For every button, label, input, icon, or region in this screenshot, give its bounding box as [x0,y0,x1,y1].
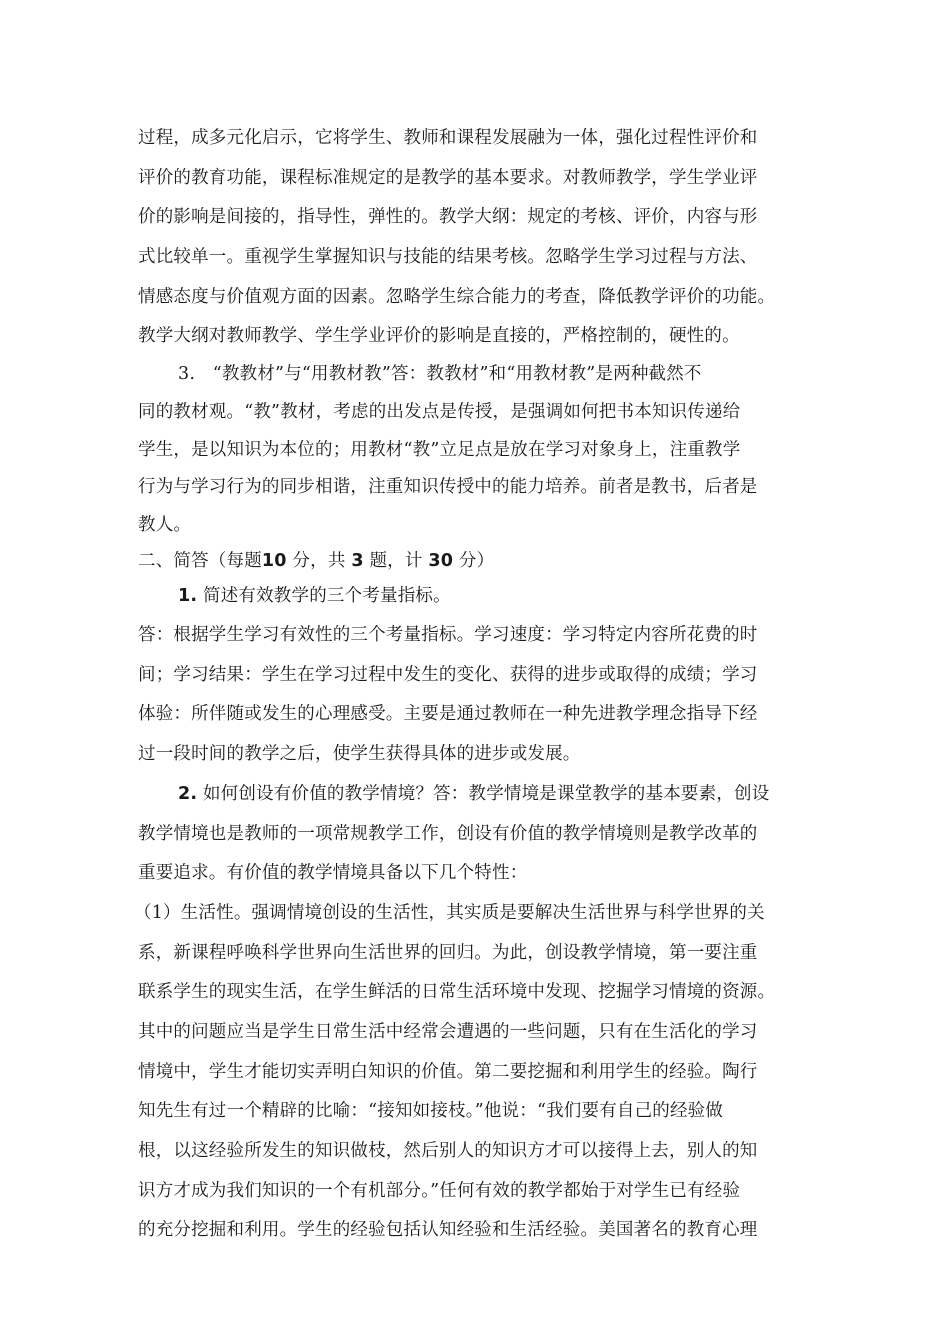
question-title: 如何创设有价值的教学情境？答：教学情境是课堂教学的基本要素，创设 [203,784,770,804]
section-heading-text: 题，计 [363,551,429,571]
paragraph-line: 根，以这经验所发生的知识做枝，然后别人的知识方才可以接得上去，别人的知 [138,1141,758,1161]
question-number: 2. [178,784,198,804]
paragraph-line: 式比较单一。重视学生掌握知识与技能的结果考核。忽略学生学习过程与方法、 [138,247,758,267]
paragraph-line: 系，新课程呼唤科学世界向生活世界的回归。为此，创设教学情境，第一要注重 [138,943,758,963]
paragraph-line: 答：根据学生学习有效性的三个考量指标。学习速度：学习特定内容所花费的时 [138,625,758,645]
section-heading [138,549,818,573]
question-3-heading: 3. “教教材”与“用教材教”答：教教材”和“用教材教”是两种截然不 [178,364,702,384]
paragraph-line: 其中的问题应当是学生日常生活中经常会遭遇的一些问题，只有在生活化的学习 [138,1022,758,1042]
paragraph-line: 价的影响是间接的，指导性，弹性的。教学大纲：规定的考核、评价，内容与形 [138,207,758,227]
paragraph-line: 教学大纲对教师教学、学生学业评价的影响是直接的，严格控制的，硬性的。 [138,326,740,346]
paragraph-line: 同的教材观。“教”教材，考虑的出发点是传授，是强调如何把书本知识传递给 [138,402,741,422]
paragraph-line: 间；学习结果：学生在学习过程中发生的变化、获得的进步或取得的成绩；学习 [138,665,758,685]
question-2-heading [178,782,818,806]
paragraph-line: 教学情境也是教师的一项常规教学工作，创设有价值的教学情境则是教学改革的 [138,824,758,844]
paragraph-line: 体验：所伴随或发生的心理感受。主要是通过教师在一种先进教学理念指导下经 [138,704,758,724]
question-title: 简述有效教学的三个考量指标。 [203,586,451,606]
paragraph-line: 识方才成为我们知识的一个有机部分。”任何有效的教学都始于对学生已有经验 [138,1181,741,1201]
question-1-heading [178,584,818,608]
section-heading-text: 分，共 [286,551,352,571]
paragraph-line: 情境中，学生才能切实弄明白知识的价值。第二要挖掘和利用学生的经验。陶行 [138,1062,758,1082]
score-each: 10 [261,551,287,571]
paragraph-line: 重要追求。有价值的教学情境具备以下几个特性： [138,863,528,883]
paragraph-line: 评价的教育功能，课程标准规定的是教学的基本要求。对教师教学，学生学业评 [138,168,758,188]
paragraph-line: 教人。 [138,515,192,535]
paragraph-line: （1）生活性。强调情境创设的生活性，其实质是要解决生活世界与科学世界的关 [134,903,765,923]
question-number: 1. [178,586,198,606]
paragraph-line: 联系学生的现实生活，在学生鲜活的日常生活环境中发现、挖掘学习情境的资源。 [138,982,776,1002]
section-heading-text: 分） [453,551,495,571]
paragraph-line: 过程，成多元化启示，它将学生、教师和课程发展融为一体，强化过程性评价和 [138,128,758,148]
total-score: 30 [428,551,454,571]
section-heading-label: 二、简答（每题 [138,551,262,571]
paragraph-line: 情感态度与价值观方面的因素。忽略学生综合能力的考查，降低教学评价的功能。 [138,287,776,307]
paragraph-line: 过一段时间的教学之后，使学生获得具体的进步或发展。 [138,744,581,764]
paragraph-line: 的充分挖掘和利用。学生的经验包括认知经验和生活经验。美国著名的教育心理 [138,1220,758,1240]
paragraph-line: 知先生有过一个精辟的比喻：“接知如接枝。”他说：“我们要有自己的经验做 [138,1101,724,1121]
paragraph-line: 行为与学习行为的同步相谐，注重知识传授中的能力培养。前者是教书，后者是 [138,477,758,497]
paragraph-line: 学生，是以知识为本位的；用教材“教”立足点是放在学习对象身上，注重教学 [138,440,741,460]
question-count: 3 [351,551,364,571]
